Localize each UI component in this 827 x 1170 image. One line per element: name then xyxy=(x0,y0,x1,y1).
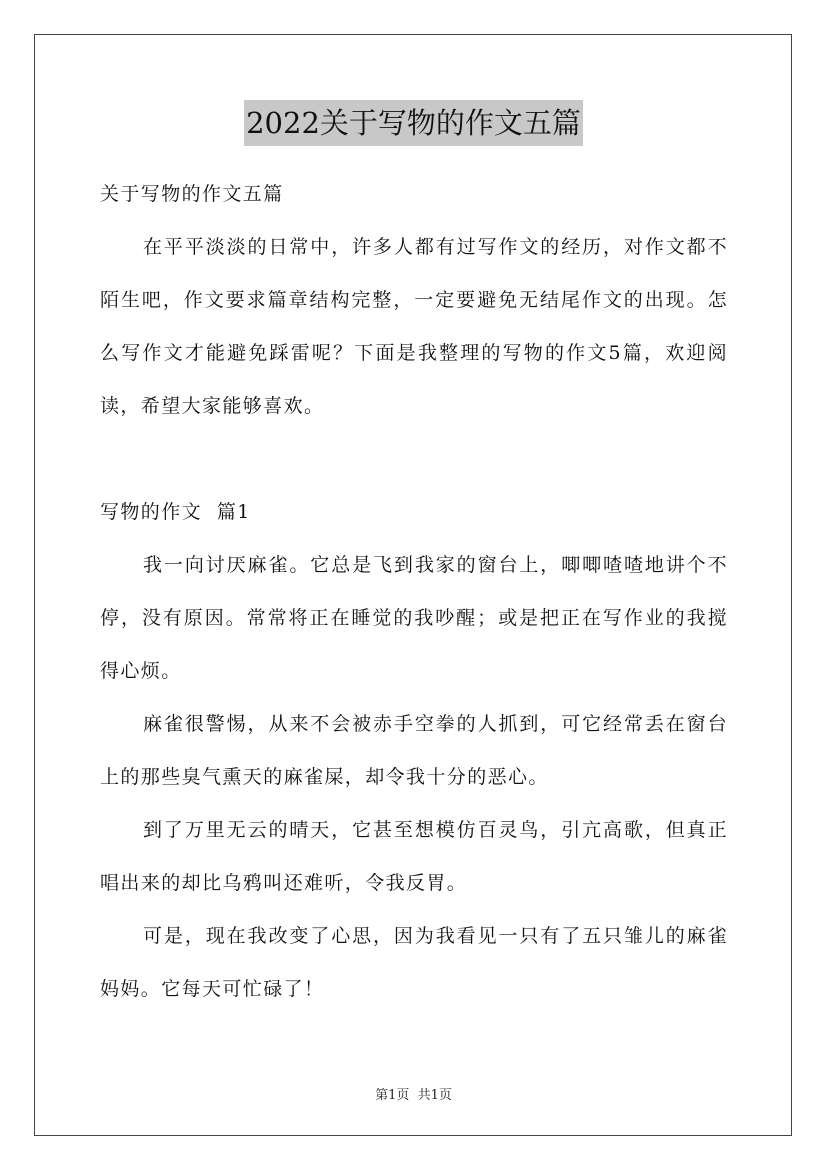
subtitle: 关于写物的作文五篇 xyxy=(100,183,284,205)
paragraph-line: 上的那些臭气熏天的麻雀屎，却令我十分的恶心。 xyxy=(100,766,549,788)
paragraph-line: 我一向讨厌麻雀。它总是飞到我家的窗台上，唧唧喳喳地讲个不 xyxy=(143,554,728,576)
paragraph-line: 可是，现在我改变了心思，因为我看见一只有了五只雏儿的麻雀 xyxy=(143,925,728,947)
spacer xyxy=(100,433,728,486)
section-heading: 写物的作文 篇1 xyxy=(100,501,251,523)
document-body xyxy=(100,168,728,1016)
paragraph-line: 停，没有原因。常常将正在睡觉的我吵醒；或是把正在写作业的我搅 xyxy=(100,607,728,629)
paragraph-line: 得心烦。 xyxy=(100,660,182,682)
paragraph-line: 到了万里无云的晴天，它甚至想模仿百灵鸟，引亢高歌，但真正 xyxy=(143,819,728,841)
intro-line: 在平平淡淡的日常中，许多人都有过写作文的经历，对作文都不 xyxy=(143,236,728,258)
intro-line: 么写作文才能避免踩雷呢？下面是我整理的写物的作文5篇，欢迎阅 xyxy=(100,342,728,364)
paragraph-line: 唱出来的却比乌鸦叫还难听，令我反胃。 xyxy=(100,872,468,894)
document-title: 2022关于写物的作文五篇 xyxy=(244,100,583,146)
paragraph-line: 妈妈。它每天可忙碌了！ xyxy=(100,978,325,1000)
paragraph-line: 麻雀很警惕，从来不会被赤手空拳的人抓到，可它经常丢在窗台 xyxy=(143,713,728,735)
intro-line: 陌生吧，作文要求篇章结构完整，一定要避免无结尾作文的出现。怎 xyxy=(100,289,728,311)
page-number: 第1页 共1页 xyxy=(375,1088,452,1103)
intro-line: 读，希望大家能够喜欢。 xyxy=(100,395,325,417)
title-container xyxy=(0,100,827,146)
